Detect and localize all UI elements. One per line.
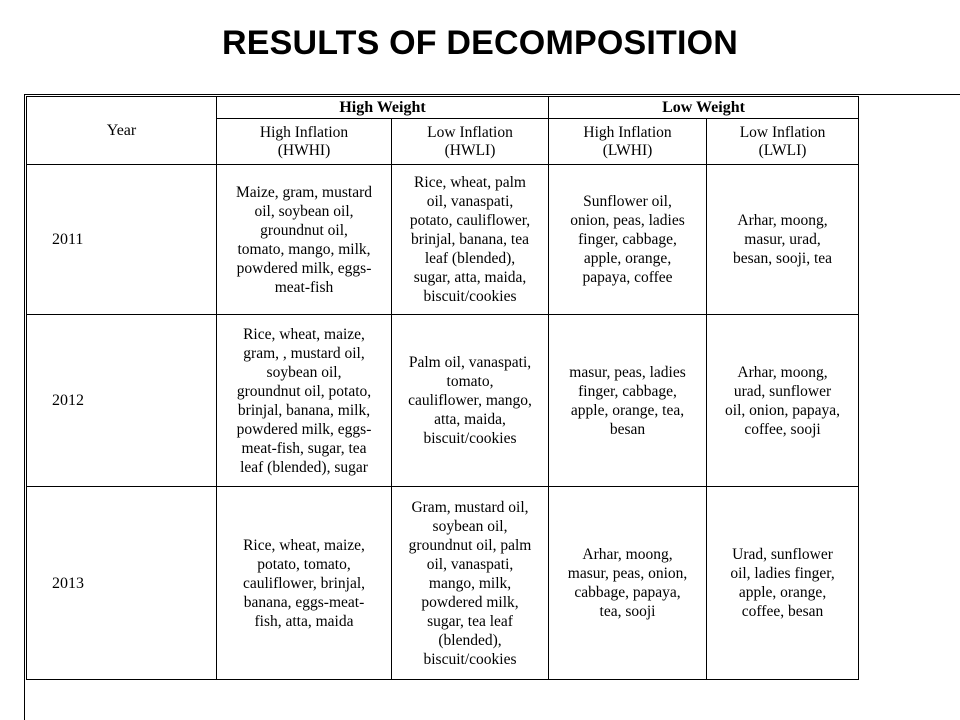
commodity-line: oil, vanaspati, [426, 193, 514, 210]
commodity-line: Rice, wheat, palm [414, 174, 526, 191]
commodity-line: Palm oil, vanaspati, [408, 354, 532, 371]
commodity-line: oil, soybean oil, [254, 202, 354, 220]
commodity-line: Gram, mustard oil, [411, 498, 529, 516]
commodity-line: apple, orange, [738, 584, 827, 601]
frame-border-top [24, 94, 960, 95]
commodity-line: potato, tomato, [257, 555, 351, 573]
commodity-line: powdered milk, eggs- [236, 420, 372, 438]
year-cell: 2012 [27, 315, 217, 487]
commodity-line: meat-fish, sugar, tea [241, 439, 367, 457]
header-row-groups [27, 97, 859, 119]
frame-border-left [24, 94, 25, 720]
commodity-line: Sunflower oil, [583, 193, 672, 210]
category-header-line: (HWHI) [277, 141, 331, 159]
commodity-line: papaya, coffee [582, 269, 673, 286]
commodity-line: masur, peas, onion, [567, 565, 688, 582]
commodity-line: coffee, besan [741, 603, 824, 620]
commodity-line: finger, cabbage, [578, 231, 677, 248]
decomposition-table [26, 96, 859, 680]
commodity-line: biscuit/cookies [423, 650, 517, 668]
category-header-hwhi [217, 119, 392, 165]
commodity-line: atta, maida, [434, 411, 506, 428]
year-header: Year [27, 97, 217, 165]
commodity-line: sugar, atta, maida, [413, 269, 527, 286]
commodity-cell-hwli [392, 315, 549, 487]
commodity-line: mango, milk, [428, 574, 512, 592]
table-row [27, 165, 859, 315]
table-row [27, 315, 859, 487]
commodity-line: groundnut oil, [260, 221, 348, 239]
commodity-cell-hwli [392, 165, 549, 315]
commodity-line: Urad, sunflower [732, 546, 833, 563]
commodity-cell-hwhi [217, 165, 392, 315]
commodity-line: oil, ladies finger, [730, 565, 835, 582]
commodity-line: tomato, mango, milk, [237, 240, 371, 258]
commodity-cell-hwli [392, 487, 549, 680]
commodity-line: besan, sooji, tea [733, 250, 833, 267]
commodity-line: masur, urad, [744, 231, 821, 248]
category-header-lwli [707, 119, 859, 165]
commodity-cell-lwli [707, 487, 859, 680]
commodity-line: brinjal, banana, milk, [237, 401, 371, 419]
commodity-cell-lwli [707, 315, 859, 487]
table-row [27, 487, 859, 680]
commodity-line: Rice, wheat, maize, [243, 536, 365, 554]
commodity-line: besan [609, 420, 646, 438]
commodity-line: fish, atta, maida [254, 612, 354, 630]
group-header-low-weight: Low Weight [549, 97, 859, 119]
commodity-line: Maize, gram, mustard [235, 183, 372, 201]
commodity-line: Arhar, moong, [737, 212, 828, 229]
commodity-line: oil, vanaspati, [426, 555, 514, 573]
commodity-line: apple, orange, [583, 250, 672, 267]
page-title: RESULTS OF DECOMPOSITION [221, 24, 739, 62]
commodity-cell-lwli [707, 165, 859, 315]
commodity-line: banana, eggs-meat- [243, 593, 365, 611]
commodity-line: leaf (blended), sugar [240, 458, 368, 476]
commodity-line: powdered milk, eggs- [236, 259, 372, 277]
commodity-line: Rice, wheat, maize, [243, 325, 365, 343]
commodity-line: apple, orange, tea, [570, 401, 685, 419]
year-cell: 2013 [27, 487, 217, 680]
commodity-line: soybean oil, [266, 363, 342, 381]
year-cell: 2011 [27, 165, 217, 315]
commodity-line: tomato, [446, 373, 494, 390]
category-header-line: (LWLI) [758, 141, 807, 159]
group-header-high-weight: High Weight [217, 97, 549, 119]
commodity-line: sugar, tea leaf [427, 612, 513, 630]
commodity-cell-lwhi [549, 315, 707, 487]
commodity-line: powdered milk, [421, 593, 519, 611]
commodity-line: soybean oil, [432, 517, 508, 535]
commodity-line: finger, cabbage, [578, 382, 677, 400]
commodity-line: onion, peas, ladies [570, 212, 685, 229]
commodity-line: Arhar, moong, [737, 363, 828, 381]
commodity-line: gram, , mustard oil, [243, 344, 365, 362]
commodity-line: meat-fish [274, 278, 334, 296]
commodity-line: groundnut oil, potato, [236, 382, 372, 400]
commodity-cell-hwhi [217, 315, 392, 487]
commodity-line: cauliflower, mango, [408, 392, 532, 409]
commodity-line: cauliflower, brinjal, [242, 574, 366, 592]
commodity-line: brinjal, banana, tea [411, 231, 529, 248]
commodity-line: potato, cauliflower, [409, 212, 531, 229]
commodity-line: masur, peas, ladies [569, 363, 686, 381]
category-header-line: Low Inflation [427, 123, 513, 141]
category-header-lwhi [549, 119, 707, 165]
commodity-line: urad, sunflower [733, 382, 832, 400]
category-header-line: Low Inflation [739, 123, 826, 141]
commodity-line: coffee, sooji [744, 420, 821, 438]
commodity-line: (blended), [438, 631, 502, 649]
commodity-line: oil, onion, papaya, [725, 401, 840, 419]
category-header-line: High Inflation [583, 123, 672, 141]
category-header-line: High Inflation [259, 123, 349, 141]
commodity-line: biscuit/cookies [423, 288, 517, 305]
category-header-line: (LWHI) [602, 141, 653, 159]
commodity-line: tea, sooji [599, 603, 656, 620]
commodity-cell-hwhi [217, 487, 392, 680]
commodity-line: leaf (blended), [424, 250, 516, 267]
commodity-line: biscuit/cookies [423, 430, 517, 447]
commodity-cell-lwhi [549, 165, 707, 315]
commodity-line: cabbage, papaya, [574, 584, 681, 601]
commodity-cell-lwhi [549, 487, 707, 680]
category-header-hwli [392, 119, 549, 165]
commodity-line: groundnut oil, palm [408, 536, 532, 554]
category-header-line: (HWLI) [444, 141, 496, 159]
commodity-line: Arhar, moong, [582, 546, 673, 563]
